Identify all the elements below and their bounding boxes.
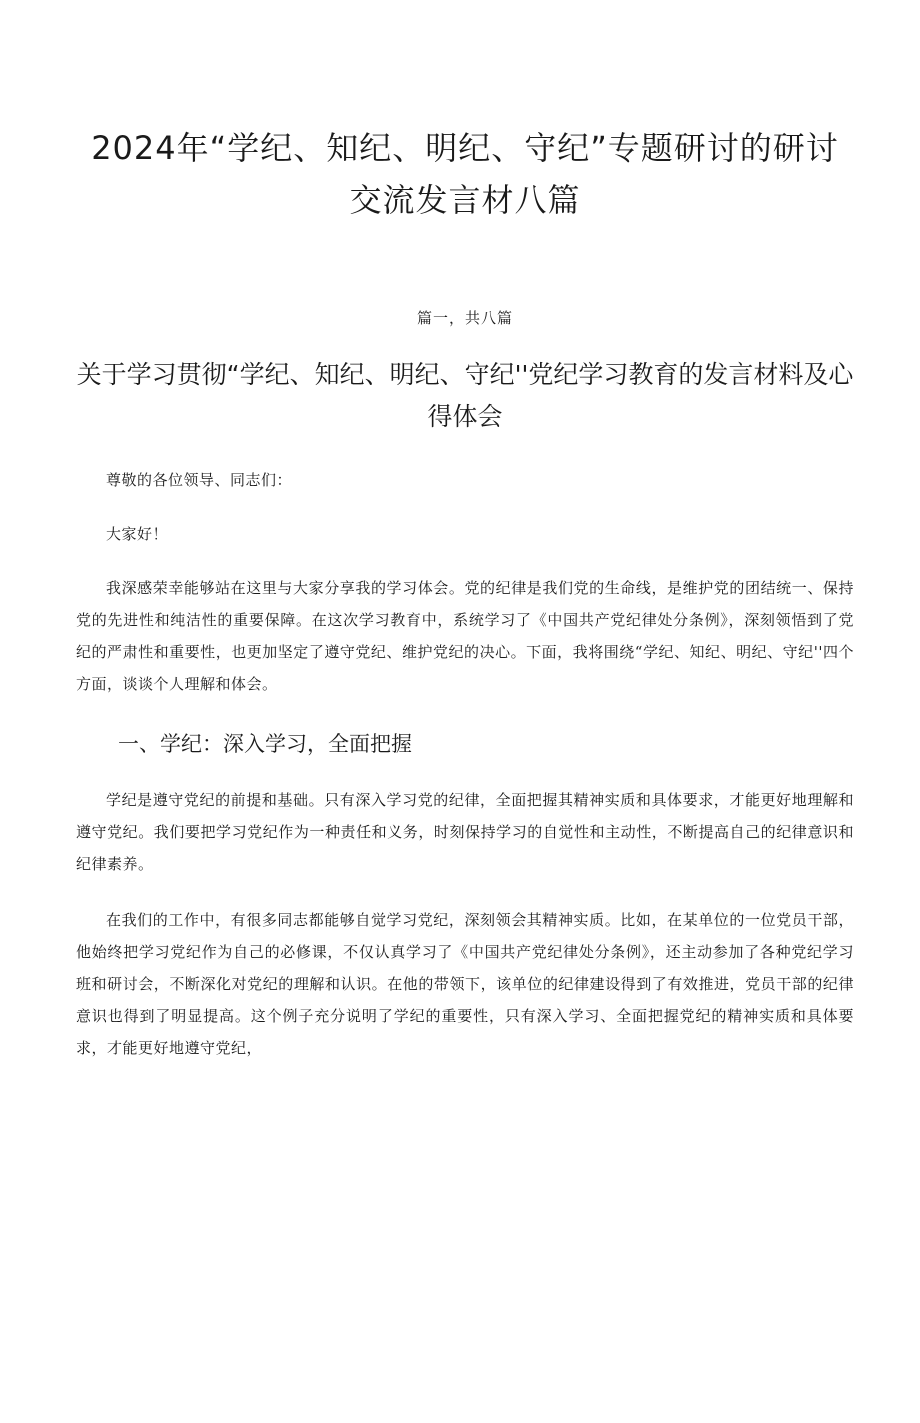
document-page xyxy=(0,122,920,1423)
body-paragraph-intro: 我深感荣幸能够站在这里与大家分享我的学习体会。党的纪律是我们党的生命线，是维护党的团结统一、保持党的先进性和纯洁性的重要保障。在这次学习教育中，系统学习了《中国共产党纪律处分条例》，深刻领悟到了党纪的严肃性和重要性，也更加坚定了遵守党纪、维护党纪的决心。下面，我将围绕“学纪、知纪、明纪、守纪''四个方面，谈谈个人理解和体会。 xyxy=(76,579,854,693)
document-title: 2024年“学纪、知纪、明纪、守纪”专题研讨的研讨交流发言材八篇 xyxy=(91,129,839,219)
greeting: 大家好！ xyxy=(106,525,169,543)
body-paragraph: 学纪是遵守党纪的前提和基础。只有深入学习党的纪律，全面把握其精神实质和具体要求，才能更好地理解和遵守党纪。我们要把学习党纪作为一种责任和义务，时刻保持学习的自觉性和主动性，不断提高自己的纪律意识和纪律素养。 xyxy=(76,791,854,873)
body-paragraph: 在我们的工作中，有很多同志都能够自觉学习党纪，深刻领会其精神实质。比如，在某单位的一位党员干部，他始终把学习党纪作为自己的必修课，不仅认真学习了《中国共产党纪律处分条例》，还主动参加了各种党纪学习班和研讨会，不断深化对党纪的理解和认识。在他的带领下，该单位的纪律建设得到了有效推进，党员干部的纪律意识也得到了明显提高。这个例子充分说明了学纪的重要性，只有深入学习、全面把握党纪的精神实质和具体要求，才能更好地遵守党纪， xyxy=(76,911,854,1057)
salutation: 尊敬的各位领导、同志们： xyxy=(106,471,293,489)
section-heading: 一、学纪：深入学习，全面把握 xyxy=(118,732,412,756)
part-label: 篇一，共八篇 xyxy=(416,309,513,327)
article-subtitle: 关于学习贯彻“学纪、知纪、明纪、守纪''党纪学习教育的发言材料及心得体会 xyxy=(76,360,854,431)
